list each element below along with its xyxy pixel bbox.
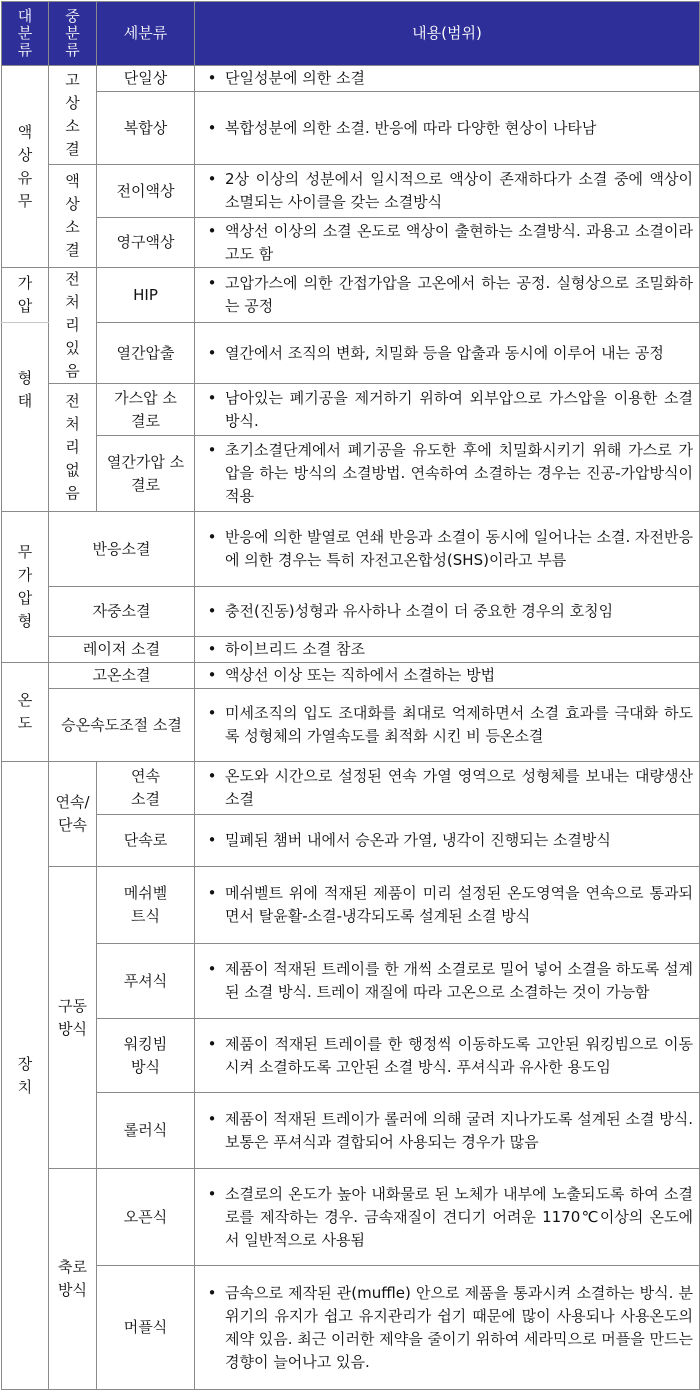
header-middle: 중분류 [49,2,97,66]
row-desc: • 제품이 적재된 트레이를 한 행정씩 이동하도록 고안된 워킹빔으로 이동시켜 소결하도록 고안된 소결 방식. 푸셔식과 유사한 용도임 [195,1019,700,1093]
row-name: 단속로 [97,815,195,867]
bullet-icon: • [207,343,217,362]
bullet-icon: • [207,960,217,978]
row-name: 단일상 [97,66,195,92]
table-row [2,1019,700,1093]
bullet-icon: • [207,1034,217,1053]
row-name: 영구액상 [97,218,195,268]
bullet-icon: • [207,221,217,240]
row-name: 복합상 [97,92,195,165]
group-furnace: 축로방식 [49,1169,97,1390]
bullet-icon: • [207,1109,217,1128]
group-drive: 구동방식 [49,867,97,1169]
table-row [2,637,700,663]
group-pretreat-yes: 전처리있음 [49,268,97,384]
table-row [2,587,700,637]
table-row [2,512,700,587]
table-row [2,268,700,323]
header-major: 대분류 [2,2,49,66]
header-content: 내용(범위) [195,2,700,66]
table-row [2,436,700,512]
table-row [2,944,700,1019]
bullet-icon: • [207,118,217,137]
table-row [2,1266,700,1390]
bullet-icon: • [207,274,217,292]
row-desc: • 남아있는 폐기공을 제거하기 위하여 외부압으로 가스압을 이용한 소결방식. [195,384,700,436]
group-liquid: 액상유무 [2,66,49,268]
table-row [2,323,700,384]
group-nopress: 무가압형 [2,512,49,663]
row-name: 열간가압 소결로 [97,436,195,512]
bullet-icon: • [207,704,217,722]
table-row [2,663,700,689]
row-name: 롤러식 [97,1093,195,1169]
bullet-icon: • [207,666,217,684]
header-row [2,2,700,66]
bullet-icon: • [207,767,217,785]
row-desc: • 액상선 이상 또는 직하에서 소결하는 방법 [195,663,700,689]
bullet-icon: • [207,388,217,407]
row-name: HIP [97,268,195,323]
row-desc: • 충전(진동)성형과 유사하나 소결이 더 중요한 경우의 호칭임 [195,587,700,637]
row-name: 오픈식 [97,1169,195,1266]
row-name: 푸셔식 [97,944,195,1019]
row-desc: • 온도와 시간으로 설정된 연속 가열 영역으로 성형체를 보내는 대량생산 소결 [195,762,700,815]
bullet-icon: • [207,884,217,902]
table-row [2,384,700,436]
row-name: 자중소결 [49,587,195,637]
row-desc: • 열간에서 조직의 변화, 치밀화 등을 압출과 동시에 이루어 내는 공정 [195,323,700,384]
bullet-icon: • [207,69,217,87]
row-desc: • 2상 이상의 성분에서 일시적으로 액상이 존재하다가 소결 중에 액상이 소멸되는 사이클을 갖는 소결방식 [195,165,700,218]
group-press-b: 형태 [2,323,49,512]
row-desc: • 소결로의 온도가 높아 내화물로 된 노체가 내부에 노출되도록 하여 소결로를 제작하는 경우. 금속재질이 견디기 어려운 1170℃이상의 온도에서 일반적으로 사용됨 [195,1169,700,1266]
row-desc: • 메쉬벨트 위에 적재된 제품이 미리 설정된 온도영역을 연속으로 통과되면서 탈윤활-소결-냉각되도록 설계된 소결 방식 [195,867,700,944]
bullet-icon: • [207,831,217,849]
row-name: 머플식 [97,1266,195,1390]
sintering-classification-table [1,1,700,1390]
row-desc: • 단일성분에 의한 소결 [195,66,700,92]
group-device: 장치 [2,762,49,1390]
row-desc: • 반응에 의한 발열로 연쇄 반응과 소결이 동시에 일어나는 소결. 자전반응에 의한 경우는 특히 자전고온합성(SHS)이라고 부름 [195,512,700,587]
table-row [2,1169,700,1266]
row-name: 전이액상 [97,165,195,218]
row-desc: • 초기소결단계에서 폐기공을 유도한 후에 치밀화시키기 위해 가스로 가압을 하는 방식의 소결방법. 연속하여 소결하는 경우는 진공-가압방식이 적용 [195,436,700,512]
row-name: 승온속도조절 소결 [49,689,195,762]
row-desc: • 밀폐된 챔버 내에서 승온과 가열, 냉각이 진행되는 소결방식 [195,815,700,867]
group-solid-phase: 고상소결 [49,66,97,165]
bullet-icon: • [207,1283,217,1302]
table-row [2,689,700,762]
row-desc: • 액상선 이상의 소결 온도로 액상이 출현하는 소결방식. 과용고 소결이라고도 함 [195,218,700,268]
bullet-icon: • [207,1184,217,1203]
table-row [2,92,700,165]
row-name: 고온소결 [49,663,195,689]
table-row [2,867,700,944]
row-name: 메쉬벨트식 [97,867,195,944]
bullet-icon: • [207,441,217,459]
table-row [2,66,700,92]
table-row [2,218,700,268]
group-press-a: 가압 [2,268,49,323]
row-desc: • 미세조직의 입도 조대화를 최대로 억제하면서 소결 효과를 극대화 하도록 성형체의 가열속도를 최적화 시킨 비 등온소결 [195,689,700,762]
group-cont: 연속/단속 [49,762,97,867]
row-name: 워킹빔 방식 [97,1019,195,1093]
row-name: 연속 소결 [97,762,195,815]
row-desc: • 제품이 적재된 트레이가 롤러에 의해 굴려 지나가도록 설계된 소결 방식. 보통은 푸셔식과 결합되어 사용되는 경우가 많음 [195,1093,700,1169]
row-desc: • 고압가스에 의한 간접가압을 고온에서 하는 공정. 실형상으로 조밀화하는 공정 [195,268,700,323]
table-row [2,165,700,218]
bullet-icon: • [207,640,217,658]
row-name: 반응소결 [49,512,195,587]
row-name: 레이저 소결 [49,637,195,663]
row-desc: • 복합성분에 의한 소결. 반응에 따라 다양한 현상이 나타남 [195,92,700,165]
row-name: 열간압출 [97,323,195,384]
row-name: 가스압 소결로 [97,384,195,436]
header-minor: 세분류 [97,2,195,66]
row-desc: • 제품이 적재된 트레이를 한 개씩 소결로로 밀어 넣어 소결을 하도록 설계된 소결 방식. 트레이 재질에 따라 고온으로 소결하는 것이 가능함 [195,944,700,1019]
group-temp: 온도 [2,663,49,762]
group-liquid-phase: 액상소결 [49,165,97,268]
table-row [2,762,700,815]
row-desc: • 하이브리드 소결 참조 [195,637,700,663]
row-desc: • 금속으로 제작된 관(muffle) 안으로 제품을 통과시켜 소결하는 방식. 분위기의 유지가 쉽고 유지관리가 쉽기 때문에 많이 사용되나 사용온도의 제약 있음. 최근 이러한 제약을 줄이기 위하여 세라믹으로 머플을 만드는 경향이 늘어나고 있음. [195,1266,700,1390]
table-row [2,815,700,867]
bullet-icon: • [207,528,217,546]
table-row [2,1093,700,1169]
bullet-icon: • [207,170,217,188]
group-pretreat-no: 전처리없음 [49,384,97,512]
bullet-icon: • [207,602,217,620]
